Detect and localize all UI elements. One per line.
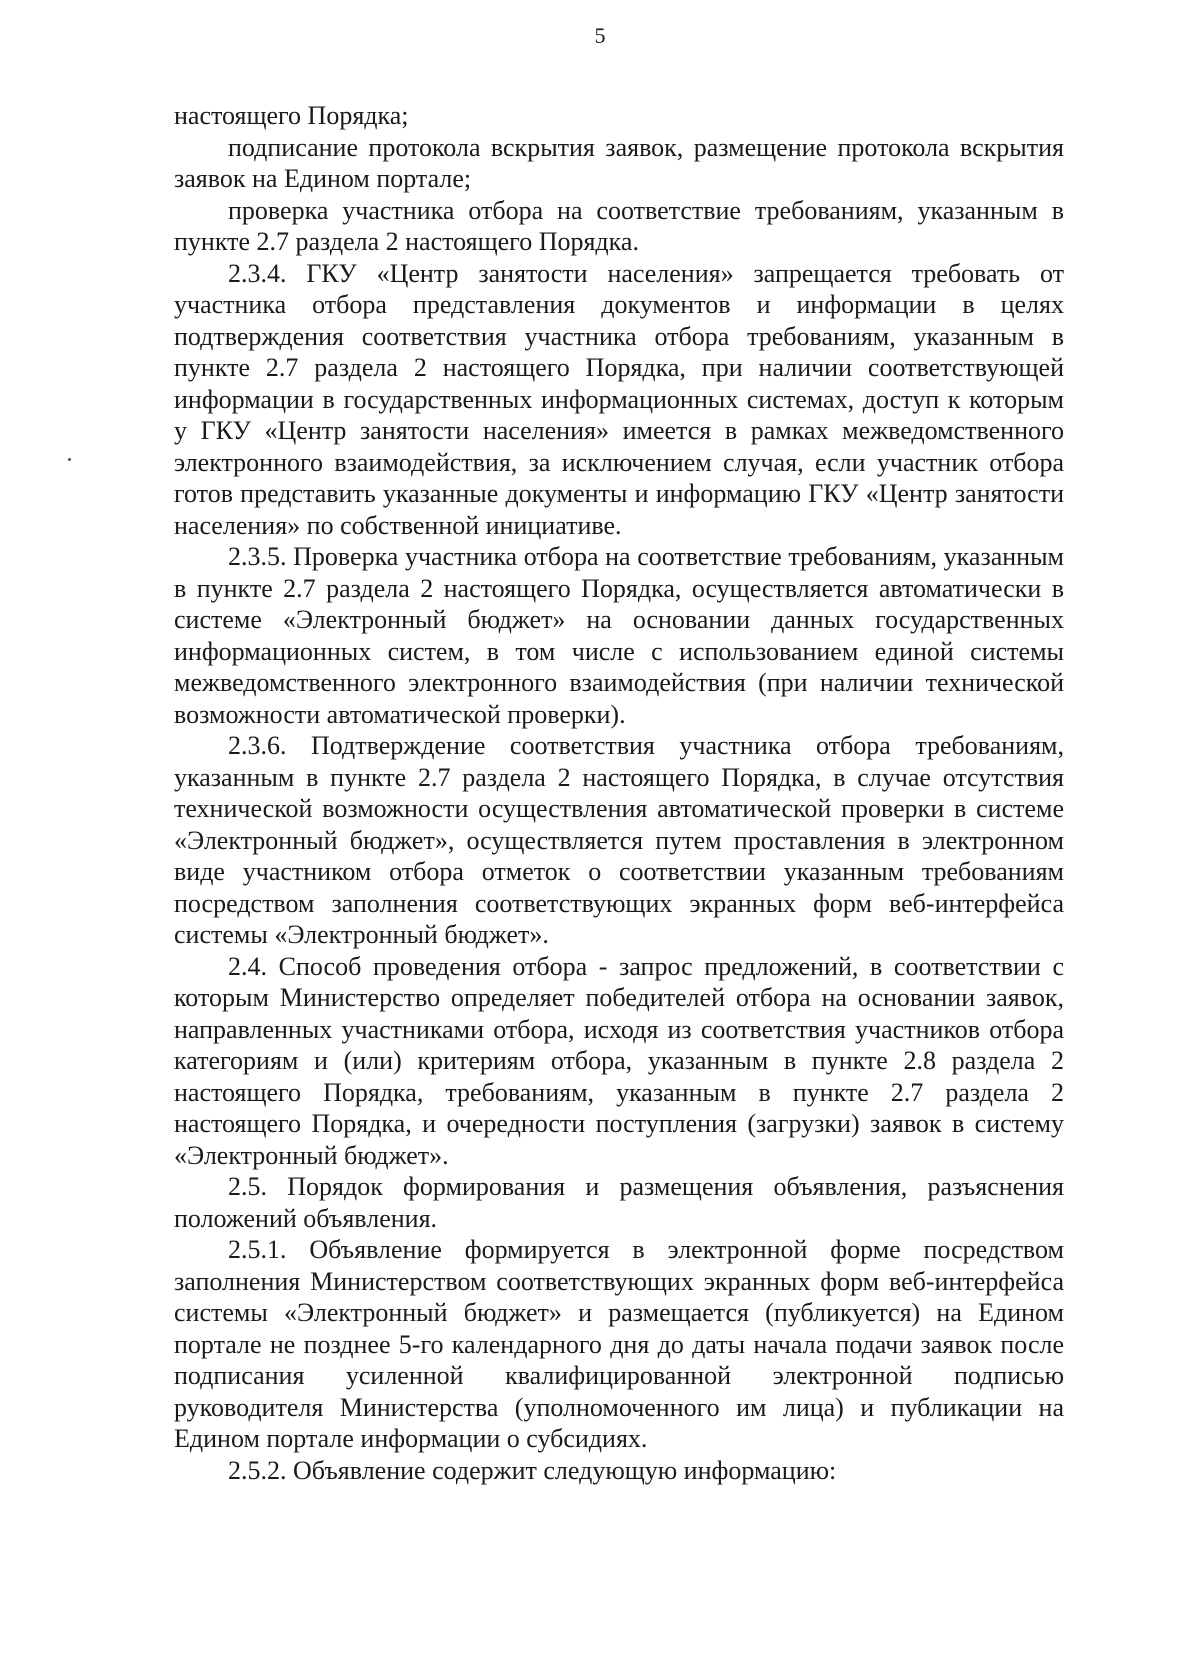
- paragraph-participant-check: проверка участника отбора на соответствие требованиям, указанным в пункте 2.7 раздела 2 настоящего Порядка.: [174, 195, 1064, 256]
- paragraph-continuation: настоящего Порядка;: [174, 101, 409, 130]
- scan-speck: [68, 458, 71, 461]
- page-number: 5: [594, 23, 606, 48]
- paragraph-2-5: 2.5. Порядок формирования и размещения объявления, разъяснения положений объявления.: [174, 1172, 1064, 1233]
- paragraph-protocol-signing: подписание протокола вскрытия заявок, размещение протокола вскрытия заявок на Едином портале;: [174, 132, 1064, 193]
- document-body: [174, 100, 1064, 1486]
- paragraph-2-4: 2.4. Способ проведения отбора - запрос предложений, в соответствии с которым Министерство определяет победителей отбора на основании заявок, направленных участниками отбора, исходя из соответствия участников отбора категориям и (или) критериям отбора, указанным в пункте 2.8 раздела 2 настоящего Порядка, требованиям, указанным в пункте 2.7 раздела 2 настоящего Порядка, и очередности поступления (загрузки) заявок в систему «Электронный бюджет».: [174, 951, 1064, 1170]
- paragraph-2-3-4: 2.3.4. ГКУ «Центр занятости населения» запрещается требовать от участника отбора представления документов и информации в целях подтверждения соответствия участника отбора требованиям, указанным в пункте 2.7 раздела 2 настоящего Порядка, при наличии соответствующей информации в государственных информационных системах, доступ к которым у ГКУ «Центр занятости населения» имеется в рамках межведомственного электронного взаимодействия, за исключением случая, если участник отбора готов представить указанные документы и информацию ГКУ «Центр занятости населения» по собственной инициативе.: [174, 258, 1064, 540]
- paragraph-2-5-2: 2.5.2. Объявление содержит следующую информацию:: [228, 1455, 837, 1485]
- paragraph-2-3-5: 2.3.5. Проверка участника отбора на соответствие требованиям, указанным в пункте 2.7 раздела 2 настоящего Порядка, осуществляется автоматически в системе «Электронный бюджет» на основании данных государственных информационных систем, в том числе с использованием единой системы межведомственного электронного взаимодействия (при наличии технической возможности автоматической проверки).: [174, 542, 1064, 729]
- paragraph-2-3-6: 2.3.6. Подтверждение соответствия участника отбора требованиям, указанным в пункте 2.7 раздела 2 настоящего Порядка, в случае отсутствия технической возможности осуществления автоматической проверки в системе «Электронный бюджет», осуществляется путем проставления в электронном виде участником отбора отметок о соответствии указанным требованиям посредством заполнения соответствующих экранных форм веб-интерфейса системы «Электронный бюджет».: [174, 731, 1064, 949]
- paragraph-2-5-1: 2.5.1. Объявление формируется в электронной форме посредством заполнения Министерством соответствующих экранных форм веб-интерфейса системы «Электронный бюджет» и размещается (публикуется) на Едином портале не позднее 5-го календарного дня до даты начала подачи заявок после подписания усиленной квалифицированной электронной подписью руководителя Министерства (уполномоченного им лица) и публикации на Едином портале информации о субсидиях.: [174, 1235, 1064, 1453]
